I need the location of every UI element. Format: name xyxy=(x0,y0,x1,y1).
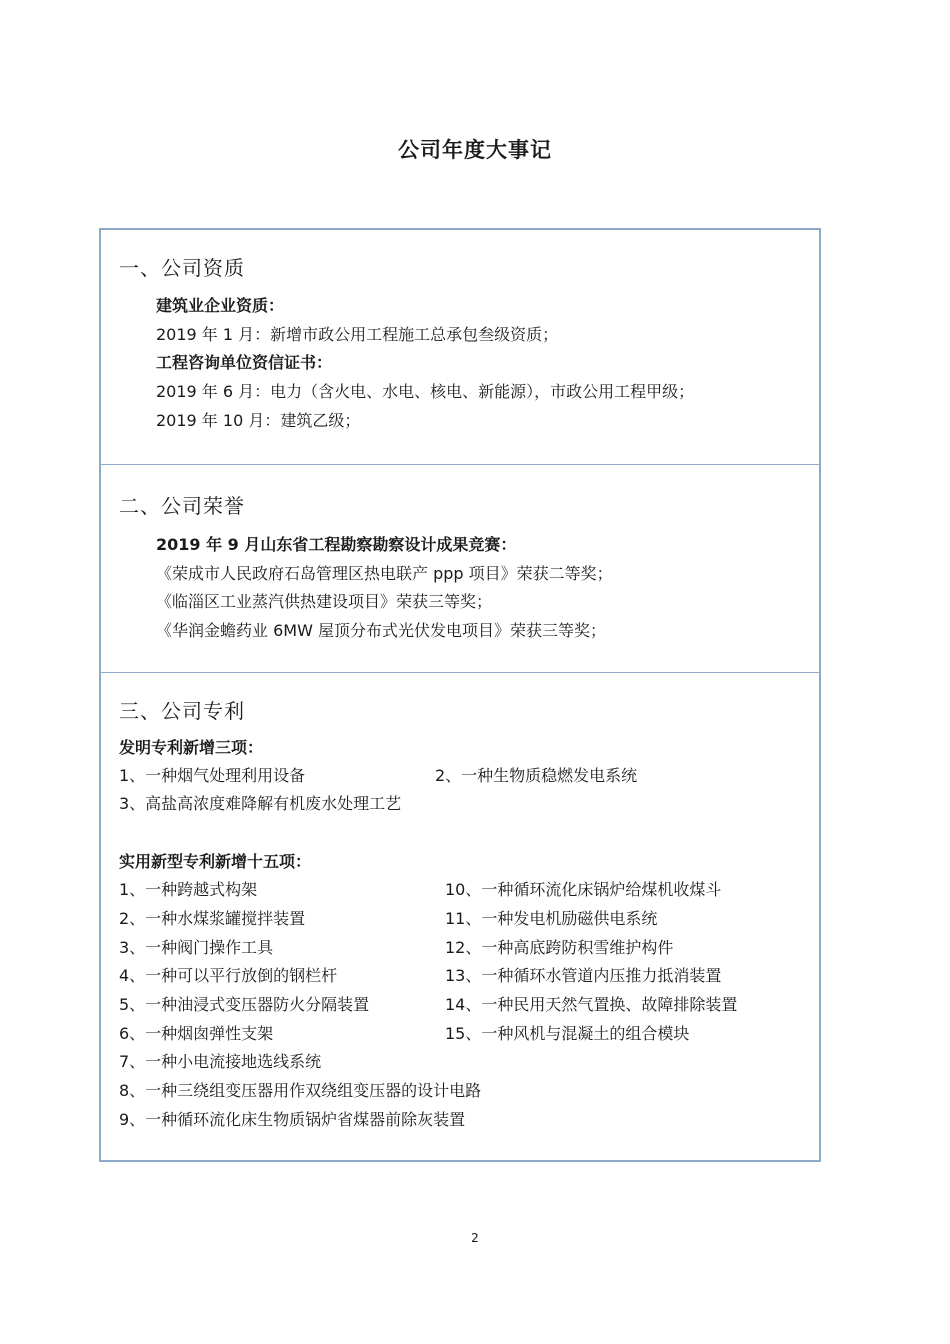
page-title: 公司年度大事记 xyxy=(398,138,552,162)
utility-patent-item: 6、一种烟囱弹性支架 xyxy=(119,1024,274,1043)
section-divider xyxy=(101,464,819,465)
section-divider xyxy=(101,672,819,673)
honor-item: 《华润金蟾药业 6MW 屋顶分布式光伏发电项目》荣获三等奖； xyxy=(156,621,606,640)
invention-patent-item: 1、一种烟气处理利用设备 xyxy=(119,766,306,785)
utility-patent-item: 15、一种风机与混凝土的组合模块 xyxy=(445,1024,690,1043)
utility-patent-item: 14、一种民用天然气置换、故障排除装置 xyxy=(445,995,738,1014)
section-heading-qualification: 一、公司资质 xyxy=(119,256,245,280)
honor-item: 《荣成市人民政府石岛管理区热电联产 ppp 项目》荣获二等奖； xyxy=(156,564,613,583)
section-heading-honors: 二、公司荣誉 xyxy=(119,494,245,518)
utility-patent-item: 1、一种跨越式构架 xyxy=(119,880,258,899)
honor-item: 《临淄区工业蒸汽供热建设项目》荣获三等奖； xyxy=(156,592,493,611)
consulting-certificate-title: 工程咨询单位资信证书： xyxy=(156,353,333,372)
utility-patent-item: 2、一种水煤浆罐搅拌装置 xyxy=(119,909,306,928)
utility-patent-item: 3、一种阀门操作工具 xyxy=(119,938,274,957)
qualification-item: 2019 年 10 月：建筑乙级； xyxy=(156,411,361,430)
utility-patent-item: 7、一种小电流接地选线系统 xyxy=(119,1052,322,1071)
content-frame xyxy=(99,228,821,1162)
utility-patent-item: 4、一种可以平行放倒的钢栏杆 xyxy=(119,966,338,985)
page-number: 2 xyxy=(471,1231,479,1245)
utility-patent-item: 12、一种高底跨防积雪维护构件 xyxy=(445,938,674,957)
utility-patent-item: 8、一种三绕组变压器用作双绕组变压器的设计电路 xyxy=(119,1081,482,1100)
honors-subtitle: 2019 年 9 月山东省工程勘察勘察设计成果竞赛： xyxy=(156,535,517,554)
invention-patent-item: 3、高盐高浓度难降解有机废水处理工艺 xyxy=(119,794,402,813)
qualification-item: 2019 年 6 月：电力（含火电、水电、核电、新能源），市政公用工程甲级； xyxy=(156,382,695,401)
utility-patent-item: 11、一种发电机励磁供电系统 xyxy=(445,909,658,928)
utility-patents-title: 实用新型专利新增十五项： xyxy=(119,852,312,871)
utility-patent-item: 9、一种循环流化床生物质锅炉省煤器前除灰装置 xyxy=(119,1110,466,1129)
utility-patent-item: 10、一种循环流化床锅炉给煤机收煤斗 xyxy=(445,880,722,899)
invention-patents-title: 发明专利新增三项： xyxy=(119,738,264,757)
invention-patent-item: 2、一种生物质稳燃发电系统 xyxy=(435,766,638,785)
qualification-item: 2019 年 1 月：新增市政公用工程施工总承包叁级资质； xyxy=(156,325,559,344)
utility-patent-item: 5、一种油浸式变压器防火分隔装置 xyxy=(119,995,370,1014)
section-heading-patents: 三、公司专利 xyxy=(119,699,245,723)
construction-qualification-title: 建筑业企业资质： xyxy=(156,296,285,315)
utility-patent-item: 13、一种循环水管道内压推力抵消装置 xyxy=(445,966,722,985)
